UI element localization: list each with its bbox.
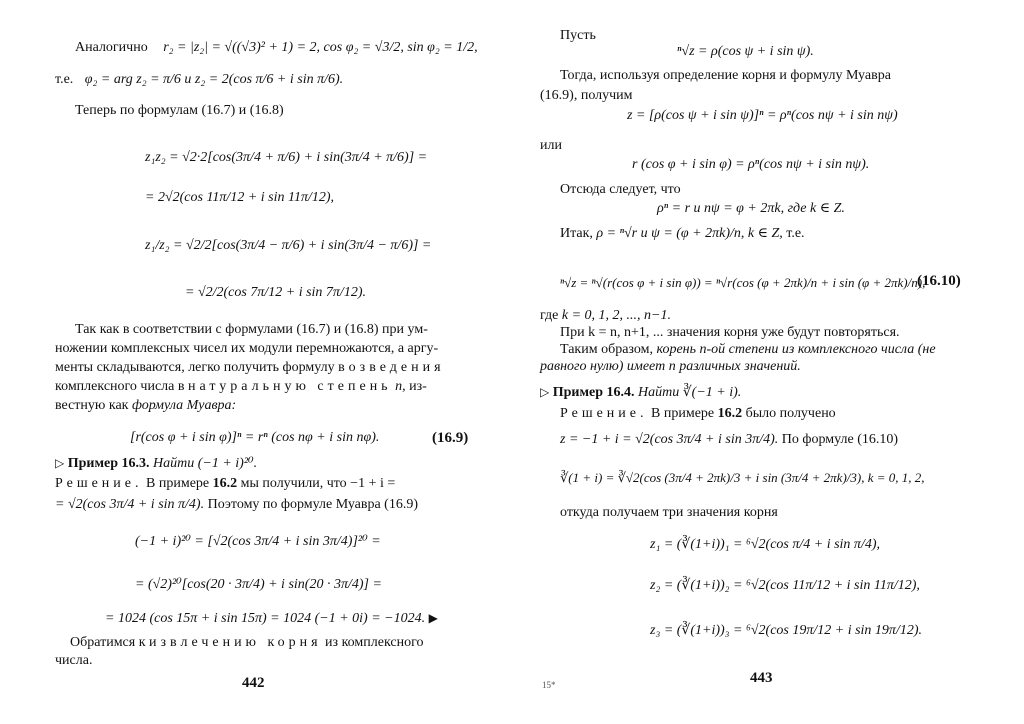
paragraph-line: Так как в соответствии с формулами (16.7) и (16.8) при ум-	[75, 322, 428, 337]
text-line	[55, 72, 343, 88]
equation-number: (16.10)	[917, 273, 961, 289]
line-text: Поэтому по формуле Муавра (16.9)	[207, 497, 418, 512]
end-marker-icon: ▶	[428, 611, 438, 625]
solution-line	[560, 432, 898, 448]
formula-root-z3: z₃ = (∛(1+i))₃ = ⁶√2(cos 19π/12 + i sin 19π/12).	[650, 623, 923, 638]
paragraph-line: При k = n, n+1, ... значения корня уже будут повторяться.	[560, 325, 900, 340]
example-ref: 16.2	[212, 476, 238, 491]
paragraph-line	[55, 379, 427, 395]
line-text: менты складываются, легко получить формулу	[55, 360, 335, 375]
paragraph-line	[70, 635, 424, 651]
example-heading	[540, 384, 741, 401]
right-page	[512, 0, 1024, 724]
line-text: т.е.	[55, 72, 74, 87]
line-text: комплексного числа в	[55, 379, 185, 394]
formula-power-step2: = (√2)²⁰[cos(20 · 3π/4) + i sin(20 · 3π/4)] =	[135, 577, 382, 592]
formula-power-step1: (−1 + i)²⁰ = [√2(cos 3π/4 + i sin 3π/4)]²⁰ =	[135, 534, 381, 549]
formula-equality: r (cos φ + i sin φ) = ρⁿ(cos nψ + i sin nψ).	[632, 157, 870, 172]
line-text: из-	[409, 379, 427, 394]
stray-mark: 15*	[542, 680, 556, 690]
line-text: т.е.	[786, 226, 805, 241]
line-text: из комплексного	[325, 635, 424, 650]
formula-trig-form: = √2(cos 3π/4 + i sin π/4).	[55, 497, 205, 512]
line-text: мы получили, что −1 + i =	[240, 476, 396, 491]
line-text: Аналогично	[75, 40, 148, 55]
triangle-marker-icon: ▷	[55, 456, 65, 470]
formula-product: z₁z₂ = √2·2[cos(3π/4 + π/6) + i sin(3π/4 + π/6)] =	[145, 150, 428, 165]
example-label: Пример 16.3.	[67, 456, 150, 471]
paragraph-line: числа.	[55, 653, 93, 668]
formula-moivre: [r(cos φ + i sin φ)]ⁿ = rⁿ (cos nφ + i sin nφ).	[130, 430, 380, 445]
paragraph-line: (16.9), получим	[540, 88, 633, 103]
formula-modulus: r₂ = |z₂| = √((√3)² + 1) = 2, cos φ₂ = √3/2, sin φ₂ = 1/2,	[163, 40, 478, 55]
paragraph-line: откуда получаем три значения корня	[560, 505, 778, 520]
spaced-term: натуральную степень	[188, 379, 392, 394]
solution-label: Решение.	[560, 406, 648, 421]
line-text: где	[540, 308, 559, 323]
text-line: Пусть	[560, 28, 596, 43]
solution-line	[55, 476, 395, 492]
paragraph-line	[55, 360, 445, 376]
line-text: было получено	[745, 406, 836, 421]
example-task: Найти ∛(−1 + i).	[638, 385, 742, 400]
equation-number: (16.9)	[432, 430, 469, 446]
paragraph-line	[560, 342, 936, 358]
formula-trig-form: z = −1 + i = √2(cos 3π/4 + i sin 3π/4).	[560, 432, 779, 447]
page-number: 442	[242, 675, 265, 691]
formula-text: = 1024 (cos 15π + i sin 15π) = 1024 (−1 + 0i) = −1024.	[105, 611, 426, 626]
line-text: В примере	[146, 476, 210, 491]
paragraph-line	[55, 398, 236, 414]
triangle-marker-icon: ▷	[540, 385, 550, 399]
paragraph-line: Тогда, используя определение корня и формулу Муавра	[560, 68, 891, 83]
formula-quotient: z₁/z₂ = √2/2[cos(3π/4 − π/6) + i sin(3π/4 − π/6)] =	[145, 238, 432, 253]
example-ref: 16.2	[717, 406, 743, 421]
formula-k-values: k = 0, 1, 2,	[867, 470, 925, 485]
line-text: Таким образом,	[560, 342, 653, 357]
page-number: 443	[750, 670, 773, 686]
spaced-term: извлечению корня	[149, 635, 322, 650]
theorem-text: равного нулю) имеет n различных значений.	[540, 359, 801, 374]
formula-quotient-result: = √2/2(cos 7π/12 + i sin 7π/12).	[185, 285, 366, 300]
solution-line	[560, 406, 836, 422]
paragraph-line: Отсюда следует, что	[560, 182, 681, 197]
example-heading	[55, 455, 257, 472]
example-label: Пример 16.4.	[552, 385, 635, 400]
term-moivre: формула Муавра:	[131, 398, 237, 413]
text-line	[560, 226, 805, 242]
text-line: Теперь по формулам (16.7) и (16.8)	[75, 103, 284, 118]
paragraph-line: ножении комплексных чисел их модули перемножаются, а аргу-	[55, 341, 439, 356]
formula-root-z2: z₂ = (∛(1+i))₂ = ⁶√2(cos 11π/12 + i sin 11π/12),	[650, 578, 920, 593]
formula-root-z1: z₁ = (∛(1+i))₁ = ⁶√2(cos π/4 + i sin π/4),	[650, 537, 881, 552]
text-line	[75, 40, 478, 56]
left-page	[0, 0, 510, 724]
formula-root-general: ⁿ√z = ⁿ√(r(cos φ + i sin φ)) = ⁿ√r(cos (φ + 2πk)/n + i sin (φ + 2πk)/n),	[560, 275, 926, 290]
text-line	[540, 308, 671, 324]
solution-line	[560, 470, 925, 486]
line-text: В примере	[651, 406, 715, 421]
formula-root-def: ⁿ√z = ρ(cos ψ + i sin ψ).	[677, 44, 814, 59]
text-line: или	[540, 138, 562, 153]
formula-power-result	[105, 610, 438, 627]
spaced-term: возведения	[338, 360, 445, 375]
formula-rho-psi: ρ = ⁿ√r и ψ = (φ + 2πk)/n, k ∈ Z,	[596, 226, 783, 241]
formula-z-power: z = [ρ(cos ψ + i sin ψ)]ⁿ = ρⁿ(cos nψ + i sin nψ)	[627, 108, 898, 123]
formula-k-range: k = 0, 1, 2, ..., n−1.	[561, 308, 671, 323]
variable-n: n,	[395, 379, 406, 394]
example-task: Найти (−1 + i)²⁰.	[153, 456, 258, 471]
solution-line	[55, 497, 418, 513]
formula-cube-root: ∛(1 + i) = ∛√2(cos (3π/4 + 2πk)/3 + i sin (3π/4 + 2πk)/3),	[560, 470, 865, 485]
formula-product-result: = 2√2(cos 11π/12 + i sin 11π/12),	[145, 190, 335, 205]
line-text: По формуле (16.10)	[781, 432, 899, 447]
solution-label: Решение.	[55, 476, 143, 491]
formula-z2: φ₂ = arg z₂ = π/6 и z₂ = 2(cos π/6 + i sin π/6).	[84, 72, 344, 87]
line-text: Итак,	[560, 226, 593, 241]
line-text: вестную как	[55, 398, 129, 413]
formula-conditions: ρⁿ = r и nψ = φ + 2πk, где k ∈ Z.	[657, 201, 845, 216]
line-text: Обратимся к	[70, 635, 146, 650]
theorem-text: корень n-ой степени из комплексного числа (не	[656, 342, 936, 357]
